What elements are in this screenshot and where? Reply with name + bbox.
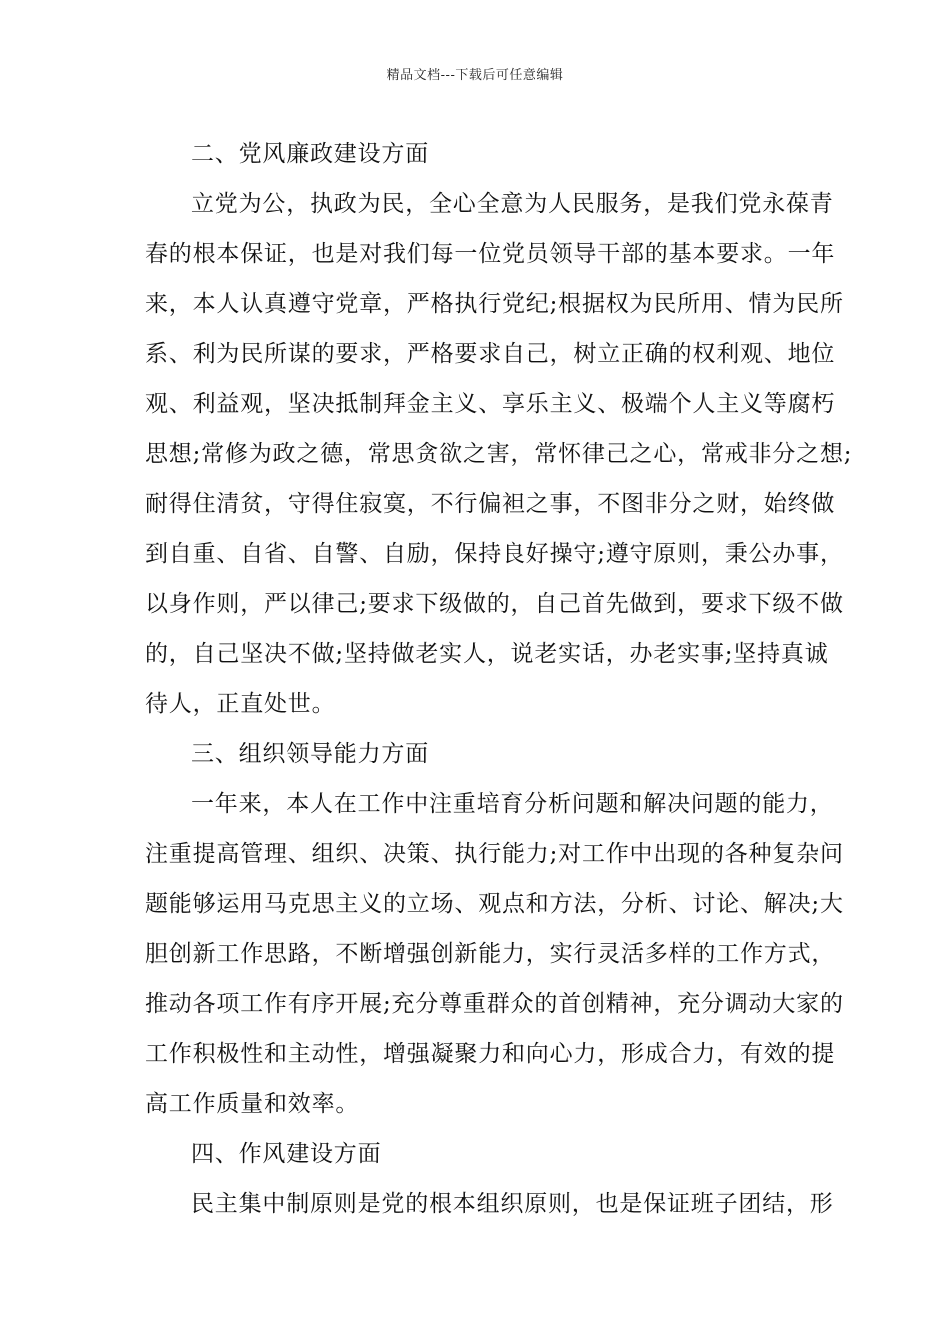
paragraph-line: 以身作则，严以律己;要求下级做的，自己首先做到，要求下级不做 [145, 591, 844, 617]
paragraph-line: 到自重、自省、自警、自励，保持良好操守;遵守原则，秉公办事， [145, 541, 844, 567]
paragraph-line: 立党为公，执政为民，全心全意为人民服务，是我们党永葆青 [191, 191, 834, 217]
paragraph-line: 高工作质量和效率。 [145, 1091, 360, 1117]
paragraph-line: 推动各项工作有序开展;充分尊重群众的首创精神，充分调动大家的 [145, 991, 844, 1017]
section-heading: 二、党风廉政建设方面 [191, 141, 429, 167]
paragraph-line: 耐得住清贫，守得住寂寞，不行偏袒之事，不图非分之财，始终做 [145, 491, 836, 517]
paragraph-line: 待人，正直处世。 [145, 691, 336, 717]
paragraph-line: 一年来，本人在工作中注重培育分析问题和解决问题的能力， [191, 791, 834, 817]
paragraph-line: 的，自己坚决不做;坚持做老实人，说老实话，办老实事;坚持真诚 [145, 641, 829, 667]
document-body [145, 129, 853, 1229]
paragraph-line: 民主集中制原则是党的根本组织原则，也是保证班子团结，形 [191, 1191, 834, 1217]
paragraph-line: 注重提高管理、组织、决策、执行能力;对工作中出现的各种复杂问 [145, 841, 844, 867]
paragraph-line: 工作积极性和主动性，增强凝聚力和向心力，形成合力，有效的提 [145, 1041, 836, 1067]
paragraph-line: 来，本人认真遵守党章，严格执行党纪;根据权为民所用、情为民所 [145, 291, 844, 317]
paragraph-line: 系、利为民所谋的要求，严格要求自己，树立正确的权利观、地位 [145, 341, 836, 367]
section-heading: 三、组织领导能力方面 [191, 741, 429, 767]
paragraph-line: 春的根本保证，也是对我们每一位党员领导干部的基本要求。一年 [145, 241, 836, 267]
paragraph-line: 思想;常修为政之德，常思贪欲之害，常怀律己之心，常戒非分之想; [145, 441, 853, 467]
page-header: 精品文档---下载后可任意编辑 [386, 68, 564, 83]
paragraph-line: 题能够运用马克思主义的立场、观点和方法，分析、讨论、解决;大 [145, 891, 844, 917]
paragraph-line: 胆创新工作思路，不断增强创新能力，实行灵活多样的工作方式， [145, 941, 836, 967]
section-heading: 四、作风建设方面 [191, 1141, 382, 1167]
paragraph-line: 观、利益观，坚决抵制拜金主义、享乐主义、极端个人主义等腐朽 [145, 391, 836, 417]
